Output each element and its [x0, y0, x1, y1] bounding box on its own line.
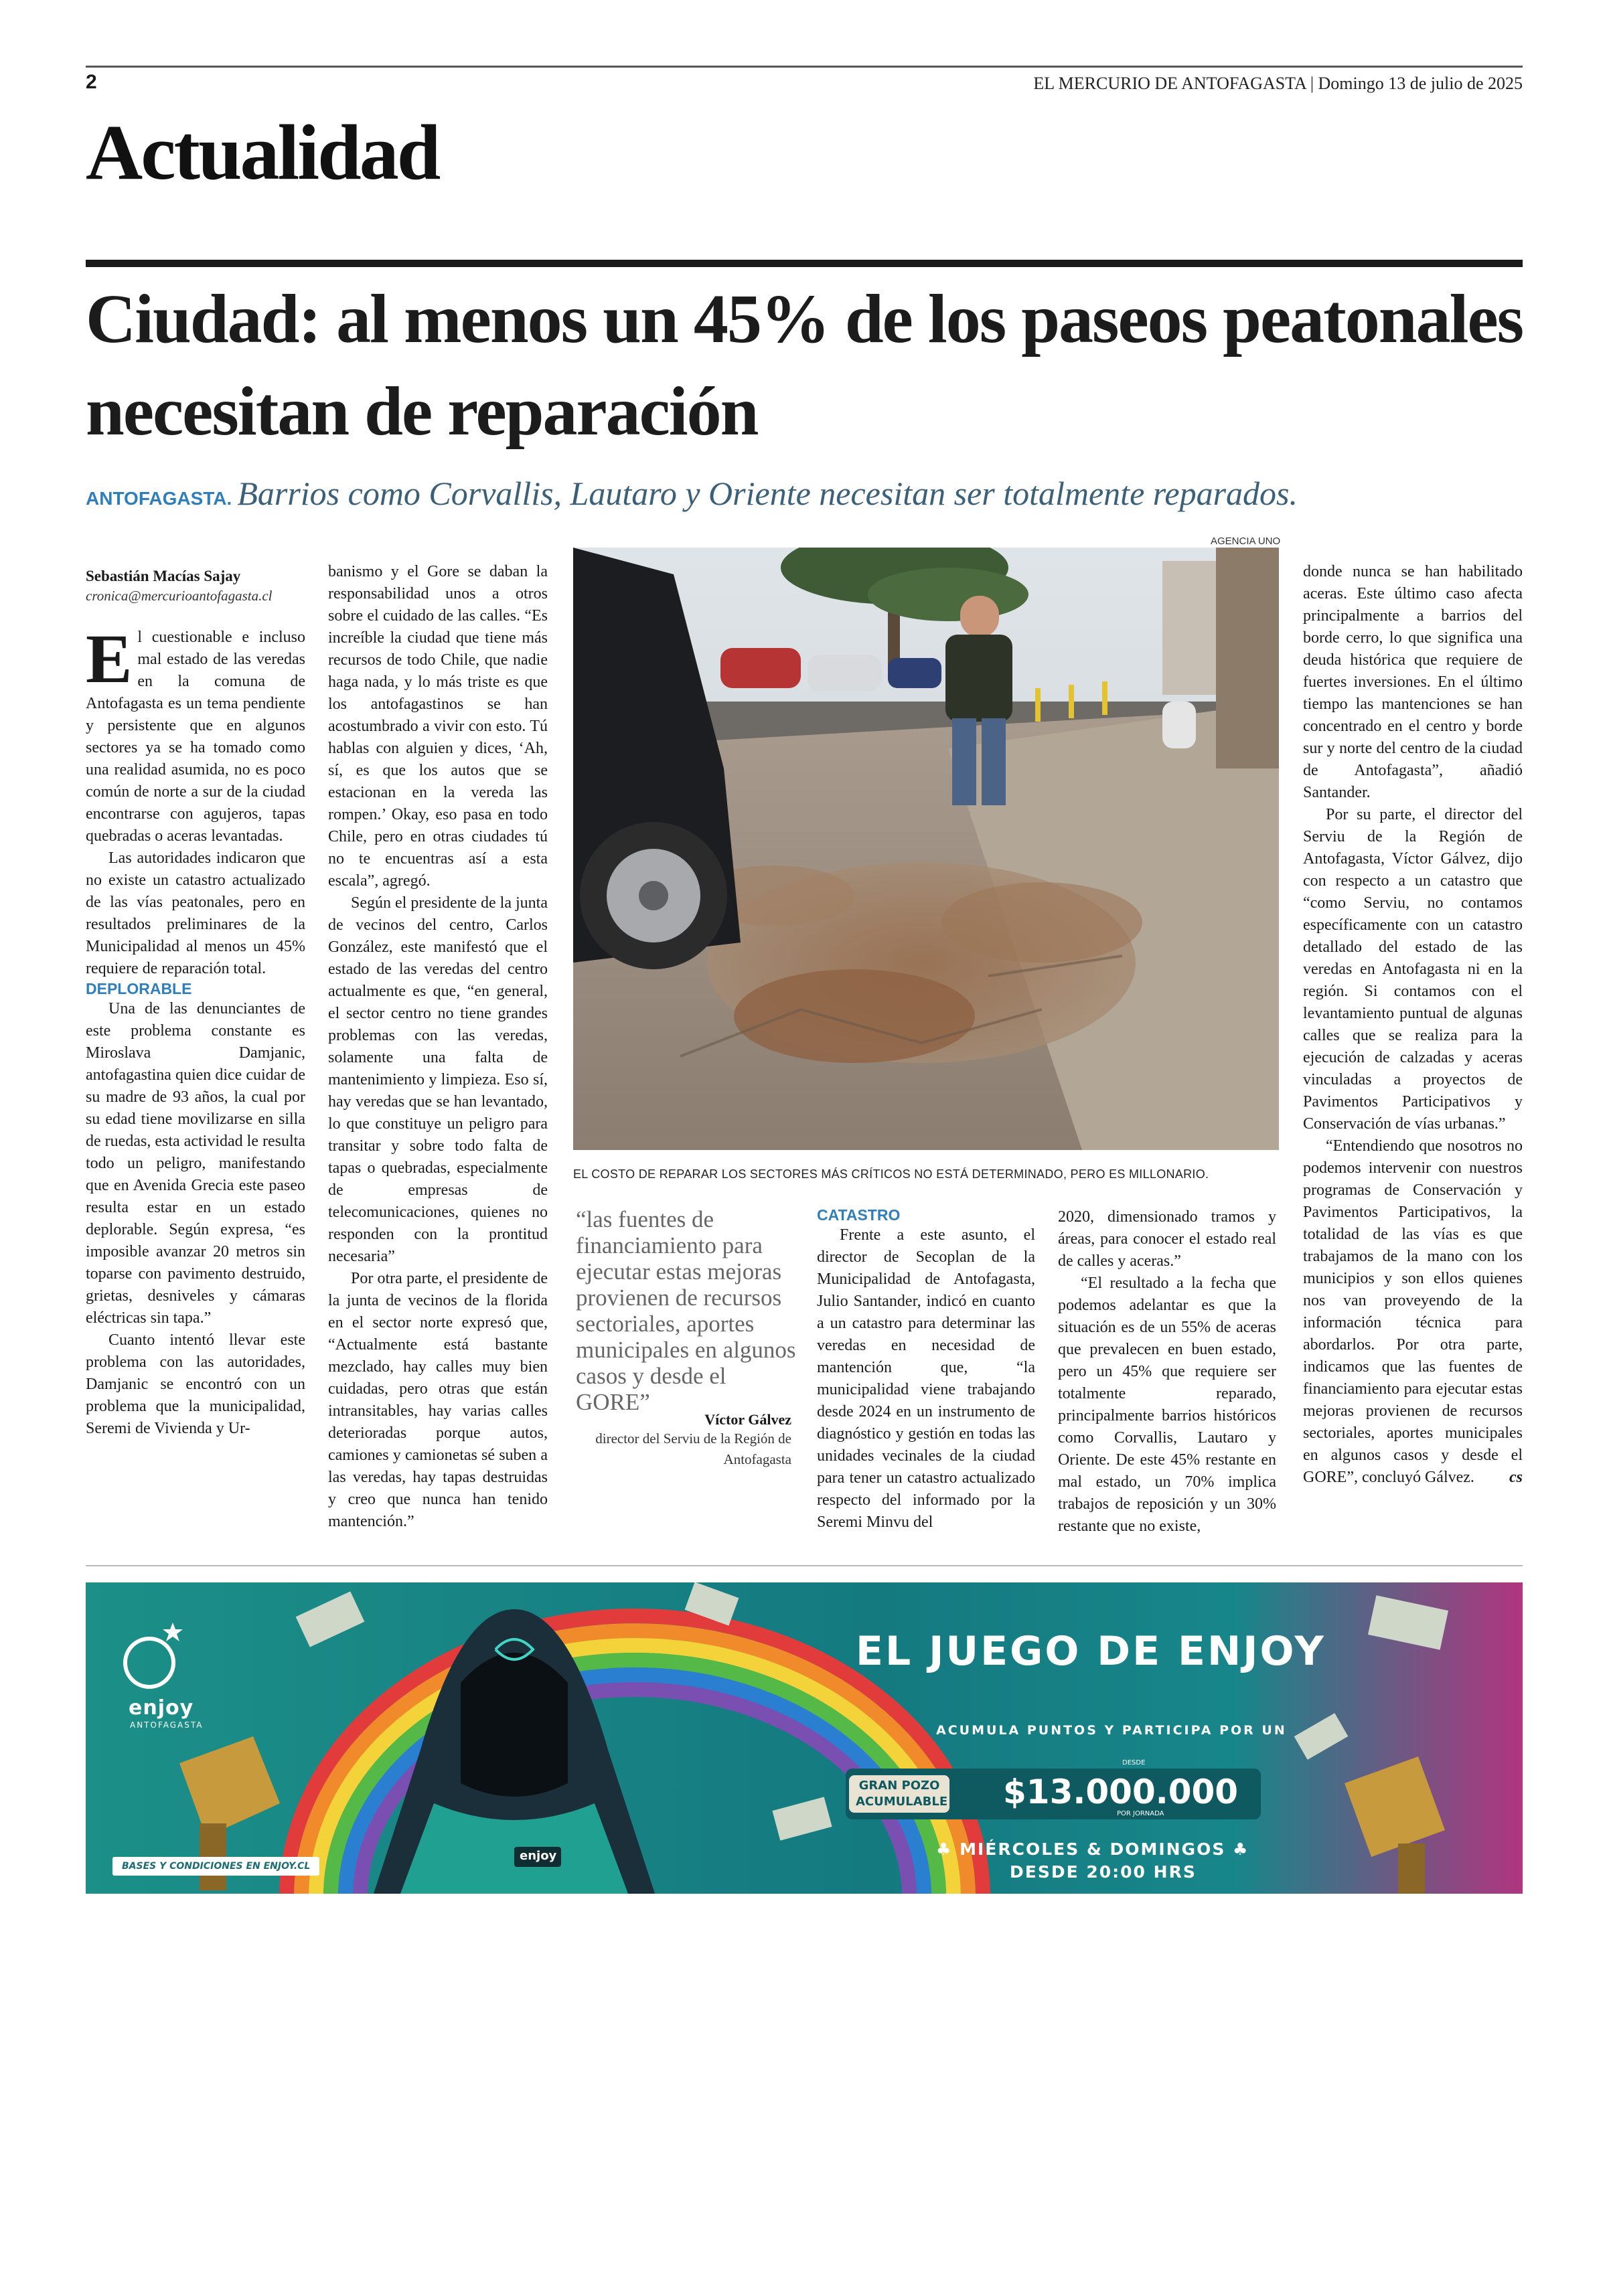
ad-pozo: GRAN POZO ACUMULABLE: [856, 1779, 948, 1809]
bottom-rule: [86, 1565, 1523, 1566]
column-2: [328, 561, 548, 1533]
byline: Sebastián Macías Sajay: [86, 568, 241, 584]
ad-subtitle: ACUMULA PUNTOS Y PARTICIPA POR UN: [936, 1723, 1287, 1738]
ad-desde: DESDE: [1122, 1759, 1146, 1767]
enjoy-logo: enjoy: [129, 1696, 194, 1720]
drop-cap: E: [86, 621, 133, 698]
paragraph: “Entendiendo que nosotros no podemos intervenir con nuestros programas de Conservación y Pavimentos Participativos, la totalidad de las vías es que trabajamos de la mano con los municipios y son ellos quienes nos van proveyendo de la información técnica para abordarlos. Por otra parte, indicamos que las fuentes de financiamiento para ejecutar estas mejoras provienen de recursos sectoriales, aportes municipales en algunos casos y desde el GORE”, concluyó Gálvez.: [1303, 1137, 1523, 1486]
paragraph: Cuanto intentó llevar este problema con las autoridades, Damjanic se encontró con un problema que la municipalidad, Seremi de Vivienda y Ur-: [86, 1331, 305, 1437]
deck-text: Barrios como Corvallis, Lautaro y Oriente necesitan ser totalmente reparados.: [237, 475, 1298, 512]
paragraph-text: l cuestionable e incluso mal estado de las veredas en la comuna de Antofagasta es un tema pendiente y persistente que en algunos sectores ya se ha tomado como una realidad asumida, no es poco común de norte a sur de la ciudad encontrarse con agujeros, tapas quebradas o aceras levantadas.: [86, 629, 305, 845]
paragraph: donde nunca se han habilitado aceras. Este último caso afecta principalmente a barrios del borde cerro, lo que significa una deuda histórica que requiere de fuertes inversiones. En el último tiempo las mantenciones se han concentrado en el centro y borde sur y norte del centro de la ciudad de Antofagasta”, añadió Santander.: [1303, 563, 1523, 801]
enjoy-advertisement[interactable]: [86, 1582, 1523, 1894]
ad-conditions[interactable]: BASES Y CONDICIONES EN ENJOY.CL: [112, 1857, 319, 1876]
photo-credit: AGENCIA UNO: [1211, 536, 1281, 547]
street-scene-photo: [573, 548, 1279, 1150]
section-title: Actualidad: [86, 108, 439, 196]
paragraph: “El resultado a la fecha que podemos adelantar es que la situación es de un 55% de aceras que prevalecen en buen estado, pero un 45% que requiere ser totalmente reparado, principalmente barrios históricos como Corvallis, Lautaro y Oriente. De este 45% restante en mal estado, un 70% implica trabajos de reposición y un 30% restante que no existe,: [1058, 1275, 1276, 1535]
paragraph: Por su parte, el director del Serviu de la Región de Antofagasta, Víctor Gálvez, dijo con respecto a un catastro que “como Serviu, no contamos específicamente con un catastro detallado del estado de las veredas en Antofagasta ni en la región. Si contamos con el levantamiento puntual de algunas calles que se realiza para la ejecución de calzadas y aceras vinculadas a proyectos de Pavimentos Participativos y Conservación de vías urbanas.”: [1303, 806, 1523, 1133]
ad-amount: $13.000.000: [1003, 1773, 1239, 1811]
ad-hours: DESDE 20:00 HRS: [1010, 1862, 1197, 1882]
masthead: EL MERCURIO DE ANTOFAGASTA | Domingo 13 de julio de 2025: [1033, 74, 1523, 93]
paragraph: Por otra parte, el presidente de la junta de vecinos de la florida en el sector norte expresó que, “Actualmente está bastante mezclado, hay calles muy bien cuidadas, pero otras que están intransitables, hay varias calles deterioradas porque autos, camiones y camionetas sé suben a las veredas, hay tapas destruidas y creo que nunca han tenido mantención.”: [328, 1270, 548, 1530]
paragraph: Las autoridades indicaron que no existe un catastro actualizado de las vías peatonales, pero en resultados preliminares de la Municipalidad al menos un 45% requiere de reparación total.: [86, 849, 305, 977]
subhead-catastro: CATASTRO: [817, 1206, 901, 1224]
pull-quote-name: Víctor Gálvez: [704, 1411, 791, 1428]
page-number: 2: [86, 71, 97, 93]
paragraph: [86, 621, 305, 847]
header-rule: [86, 66, 1523, 68]
column-4: [817, 1206, 1035, 1534]
ad-por-jornada: POR JORNADA: [1117, 1810, 1164, 1817]
ad-days-text: MIÉRCOLES & DOMINGOS: [960, 1839, 1226, 1859]
photo-caption: EL COSTO DE REPARAR LOS SECTORES MÁS CRÍTICOS NO ESTÁ DETERMINADO, PERO ES MILLONARIO.: [573, 1167, 1209, 1181]
column-6: [1303, 561, 1523, 1487]
article-photo[interactable]: [573, 548, 1279, 1150]
column-5: [1058, 1206, 1276, 1538]
hoodie-logo: enjoy: [520, 1849, 557, 1863]
paragraph: Según el presidente de la junta de vecinos del centro, Carlos González, este manifestó que el estado de las veredas del centro actualmente es que, “en general, el sector centro no tiene grandes problemas con las veredas, solamente una falta de mantenimiento y limpieza. Eso sí, hay veredas que se han levantado, lo que constituye un peligro para transitar y sobre todo falta de tapas o quebradas, especialmente de empresas de telecomunicaciones, quienes no responden con la prontitud necesaria”: [328, 894, 548, 1265]
paragraph: Frente a este asunto, el director de Secoplan de la Municipalidad de Antofagasta, Julio Santander, indicó en cuanto a un catastro para determinar las veredas en necesidad de mantención que, “la municipalidad viene trabajando desde 2024 en un instrumento de diagnóstico y gestión en todas las unidades vecinales de la ciudad para tener un catastro actualizado respecto del informado por la Seremi Minvu del: [817, 1226, 1035, 1531]
end-mark: cs: [1509, 1469, 1523, 1486]
paragraph: Una de las denunciantes de este problema constante es Miroslava Damjanic, antofagastina quien dice cuidar de su madre de 93 años, la cual por su edad tiene movilizarse en silla de ruedas, esta actividad le resulta todo un peligro, manifestando que en Avenida Grecia este paseo resulta estar en un estado deplorable. Según expresa, “es imposible avanzar 20 metros sin toparse con pavimento destruido, grietas, desniveles y cámaras eléctricas sin tapa.”: [86, 1000, 305, 1327]
paragraph: banismo y el Gore se daban la responsabilidad unos a otros sobre el cuidado de las calles. “Es increíble la ciudad que tiene más recursos de todo Chile, que nadie haga nada, y lo más triste es que los antofagastinos se han acostumbrado a vivir con esto. Tú hablas con alguien y dices, ‘Ah, sí, es que los autos que se estacionan en la vereda las rompen.’ Okay, eso pasa en todo Chile, pero en otras ciudades tú no te encuentras así a esta escala”, agregó.: [328, 563, 548, 890]
pull-quote-role: director del Serviu de la Región de Antofagasta: [595, 1430, 791, 1467]
subhead-deplorable: DEPLORABLE: [86, 980, 192, 997]
paragraph: 2020, dimensionado tramos y áreas, para conocer el estado real de calles y aceras.”: [1058, 1208, 1276, 1270]
column-1: [86, 621, 305, 1440]
deck-kicker: ANTOFAGASTA.: [86, 488, 232, 509]
article-deck: [86, 474, 1298, 513]
ad-days: ♣ MIÉRCOLES & DOMINGOS ♣: [936, 1839, 1249, 1859]
pull-quote: “las fuentes de financiamiento para ejecutar estas mejoras provienen de recursos sectoriales, aportes municipales en algunos casos y desde el GORE”: [576, 1206, 796, 1415]
article-headline: Ciudad: al menos un 45% de los paseos peatonales necesitan de reparación: [86, 280, 1523, 450]
author-email[interactable]: cronica@mercurioantofagasta.cl: [86, 588, 273, 604]
headline-rule: [86, 260, 1523, 267]
ad-title: EL JUEGO DE ENJOY: [856, 1628, 1326, 1675]
enjoy-logo-sub: ANTOFAGASTA: [130, 1720, 204, 1730]
